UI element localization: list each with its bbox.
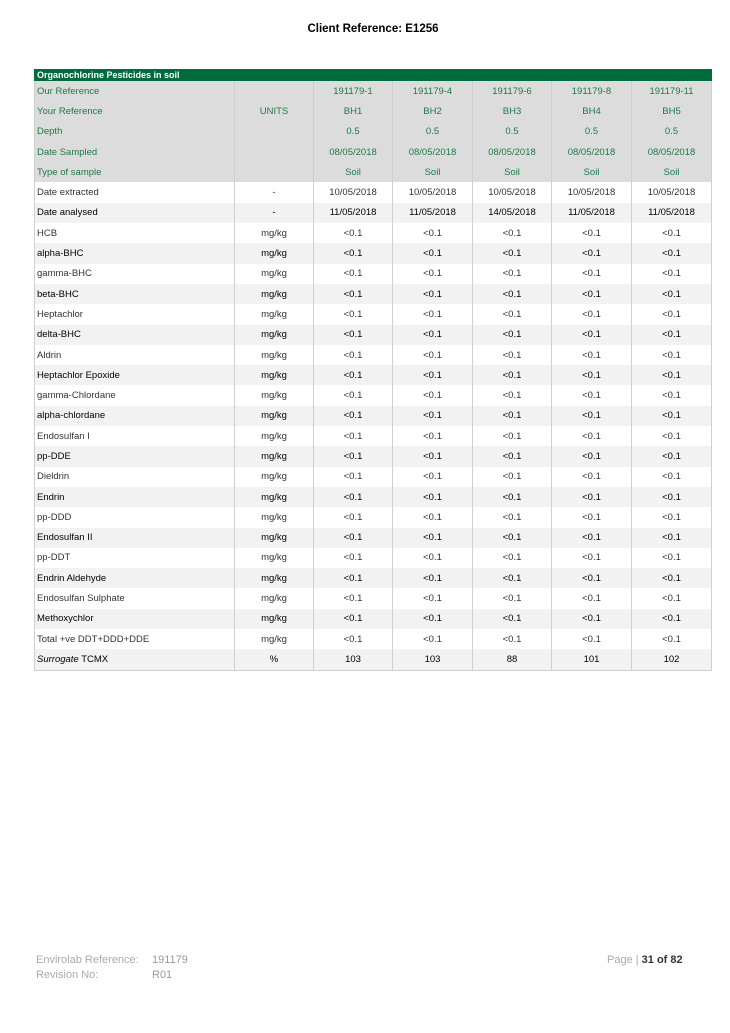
result-cell: <0.1 xyxy=(393,243,473,263)
surrogate-row xyxy=(35,649,712,670)
header-value-cell: BH1 xyxy=(314,101,393,121)
result-cell: <0.1 xyxy=(473,568,552,588)
result-cell: <0.1 xyxy=(393,629,473,649)
unit-cell: mg/kg xyxy=(235,446,314,466)
result-cell: <0.1 xyxy=(552,446,632,466)
envirolab-reference xyxy=(36,953,188,968)
header-value-cell: 191179-4 xyxy=(393,81,473,101)
unit-cell: mg/kg xyxy=(235,243,314,263)
header-value-cell: 08/05/2018 xyxy=(314,142,393,162)
result-cell: 11/05/2018 xyxy=(552,203,632,223)
result-cell: 14/05/2018 xyxy=(473,203,552,223)
header-row-unit xyxy=(235,122,314,142)
analyte-name: Endosulfan Sulphate xyxy=(35,588,235,608)
unit-cell: mg/kg xyxy=(235,487,314,507)
header-row xyxy=(35,142,712,162)
table-row xyxy=(35,345,712,365)
unit-cell: % xyxy=(235,649,314,670)
surrogate-compound-label: TCMX xyxy=(78,653,109,665)
table-row xyxy=(35,629,712,649)
table-row xyxy=(35,609,712,629)
result-cell: <0.1 xyxy=(473,406,552,426)
result-cell: <0.1 xyxy=(473,487,552,507)
result-cell: 10/05/2018 xyxy=(393,182,473,202)
result-cell: <0.1 xyxy=(314,325,393,345)
result-cell: 11/05/2018 xyxy=(314,203,393,223)
table-row xyxy=(35,507,712,527)
result-cell: <0.1 xyxy=(552,568,632,588)
unit-cell: mg/kg xyxy=(235,588,314,608)
analyte-name: Heptachlor xyxy=(35,304,235,324)
result-cell: <0.1 xyxy=(393,467,473,487)
result-cell: <0.1 xyxy=(314,284,393,304)
result-cell: <0.1 xyxy=(314,609,393,629)
header-row xyxy=(35,101,712,121)
header-row-label: Type of sample xyxy=(35,162,235,182)
result-cell: <0.1 xyxy=(632,446,712,466)
organochlorine-results-table xyxy=(34,69,712,671)
table-row xyxy=(35,365,712,385)
result-cell: <0.1 xyxy=(552,264,632,284)
unit-cell: - xyxy=(235,203,314,223)
result-cell: 101 xyxy=(552,649,632,670)
result-cell: <0.1 xyxy=(552,284,632,304)
analyte-name: pp-DDE xyxy=(35,446,235,466)
table-row xyxy=(35,182,712,202)
result-cell: <0.1 xyxy=(393,609,473,629)
result-cell: <0.1 xyxy=(314,223,393,243)
unit-cell: - xyxy=(235,182,314,202)
result-cell: <0.1 xyxy=(552,548,632,568)
header-value-cell: 0.5 xyxy=(552,122,632,142)
table-row xyxy=(35,528,712,548)
result-cell: <0.1 xyxy=(314,548,393,568)
result-cell: <0.1 xyxy=(393,487,473,507)
page-indicator xyxy=(607,954,683,966)
table-row xyxy=(35,243,712,263)
table-title-row xyxy=(35,69,712,81)
result-cell: <0.1 xyxy=(473,385,552,405)
table-row xyxy=(35,487,712,507)
result-cell: <0.1 xyxy=(632,365,712,385)
result-cell: <0.1 xyxy=(314,446,393,466)
unit-cell: mg/kg xyxy=(235,264,314,284)
title-spacer-cell xyxy=(314,69,393,81)
result-cell: <0.1 xyxy=(552,304,632,324)
result-cell: 103 xyxy=(314,649,393,670)
result-cell: <0.1 xyxy=(473,426,552,446)
result-cell: 88 xyxy=(473,649,552,670)
table-row xyxy=(35,406,712,426)
result-cell: <0.1 xyxy=(473,609,552,629)
result-cell: <0.1 xyxy=(314,243,393,263)
result-cell: <0.1 xyxy=(473,223,552,243)
header-row xyxy=(35,162,712,182)
analyte-name: pp-DDD xyxy=(35,507,235,527)
result-cell: <0.1 xyxy=(632,467,712,487)
unit-cell: mg/kg xyxy=(235,467,314,487)
header-row-label: Date Sampled xyxy=(35,142,235,162)
result-cell: <0.1 xyxy=(314,345,393,365)
table-row xyxy=(35,446,712,466)
header-value-cell: 191179-8 xyxy=(552,81,632,101)
table-row xyxy=(35,548,712,568)
table-row xyxy=(35,264,712,284)
result-cell: <0.1 xyxy=(552,426,632,446)
header-row-unit xyxy=(235,142,314,162)
result-cell: <0.1 xyxy=(314,528,393,548)
result-cell: <0.1 xyxy=(393,345,473,365)
result-cell: <0.1 xyxy=(393,568,473,588)
result-cell: <0.1 xyxy=(552,325,632,345)
result-cell: <0.1 xyxy=(393,264,473,284)
analyte-name: Heptachlor Epoxide xyxy=(35,365,235,385)
unit-cell: mg/kg xyxy=(235,507,314,527)
header-value-cell: 191179-6 xyxy=(473,81,552,101)
result-cell: <0.1 xyxy=(632,568,712,588)
result-cell: <0.1 xyxy=(632,264,712,284)
result-cell: 103 xyxy=(393,649,473,670)
analyte-name: Total +ve DDT+DDD+DDE xyxy=(35,629,235,649)
unit-cell: mg/kg xyxy=(235,223,314,243)
result-cell: <0.1 xyxy=(552,487,632,507)
table-row xyxy=(35,304,712,324)
unit-cell: mg/kg xyxy=(235,528,314,548)
result-cell: 11/05/2018 xyxy=(393,203,473,223)
result-cell: <0.1 xyxy=(552,467,632,487)
analyte-name: alpha-chlordane xyxy=(35,406,235,426)
result-cell: 102 xyxy=(632,649,712,670)
result-cell: <0.1 xyxy=(473,365,552,385)
analyte-name: Date analysed xyxy=(35,203,235,223)
analyte-name: gamma-BHC xyxy=(35,264,235,284)
result-cell: <0.1 xyxy=(393,284,473,304)
result-cell: <0.1 xyxy=(473,507,552,527)
result-cell: <0.1 xyxy=(473,467,552,487)
analyte-name: Endosulfan I xyxy=(35,426,235,446)
result-cell: <0.1 xyxy=(314,568,393,588)
analyte-name: Endosulfan II xyxy=(35,528,235,548)
analyte-name: delta-BHC xyxy=(35,325,235,345)
result-cell: 10/05/2018 xyxy=(473,182,552,202)
result-cell: <0.1 xyxy=(632,487,712,507)
result-cell: <0.1 xyxy=(314,467,393,487)
result-cell: <0.1 xyxy=(632,406,712,426)
result-cell: <0.1 xyxy=(632,284,712,304)
unit-cell: mg/kg xyxy=(235,345,314,365)
unit-cell: mg/kg xyxy=(235,609,314,629)
result-cell: <0.1 xyxy=(393,385,473,405)
table-row xyxy=(35,568,712,588)
unit-cell: mg/kg xyxy=(235,629,314,649)
result-cell: <0.1 xyxy=(632,609,712,629)
table-row xyxy=(35,203,712,223)
header-value-cell: 191179-11 xyxy=(632,81,712,101)
header-value-cell: 0.5 xyxy=(393,122,473,142)
result-cell: <0.1 xyxy=(632,325,712,345)
header-value-cell: 08/05/2018 xyxy=(552,142,632,162)
header-value-cell: BH4 xyxy=(552,101,632,121)
result-cell: <0.1 xyxy=(393,365,473,385)
result-cell: <0.1 xyxy=(552,528,632,548)
result-cell: <0.1 xyxy=(473,446,552,466)
header-value-cell: 08/05/2018 xyxy=(473,142,552,162)
header-row-unit: UNITS xyxy=(235,101,314,121)
surrogate-italic-label: Surrogate xyxy=(37,653,79,665)
header-value-cell: BH5 xyxy=(632,101,712,121)
result-cell: <0.1 xyxy=(552,385,632,405)
result-cell: <0.1 xyxy=(632,243,712,263)
unit-cell: mg/kg xyxy=(235,406,314,426)
revision-value: R01 xyxy=(152,969,173,981)
table-row xyxy=(35,223,712,243)
result-cell: <0.1 xyxy=(393,304,473,324)
result-cell: <0.1 xyxy=(314,426,393,446)
header-value-cell: BH2 xyxy=(393,101,473,121)
unit-cell: mg/kg xyxy=(235,284,314,304)
result-cell: <0.1 xyxy=(552,609,632,629)
result-cell: <0.1 xyxy=(393,426,473,446)
header-row-label: Your Reference xyxy=(35,101,235,121)
result-cell: <0.1 xyxy=(552,507,632,527)
header-row-unit xyxy=(235,81,314,101)
result-cell: <0.1 xyxy=(552,406,632,426)
analyte-name: Date extracted xyxy=(35,182,235,202)
analyte-name: Endrin xyxy=(35,487,235,507)
result-cell: <0.1 xyxy=(473,548,552,568)
result-cell: <0.1 xyxy=(552,629,632,649)
result-cell: <0.1 xyxy=(393,446,473,466)
result-cell: <0.1 xyxy=(393,325,473,345)
result-cell: <0.1 xyxy=(473,284,552,304)
header-value-cell: Soil xyxy=(393,162,473,182)
header-row xyxy=(35,122,712,142)
header-value-cell: Soil xyxy=(473,162,552,182)
header-row xyxy=(35,81,712,101)
result-cell: <0.1 xyxy=(632,528,712,548)
title-spacer-cell xyxy=(632,69,712,81)
result-cell: <0.1 xyxy=(632,507,712,527)
unit-cell: mg/kg xyxy=(235,568,314,588)
table-title: Organochlorine Pesticides in soil xyxy=(35,69,235,81)
surrogate-label xyxy=(35,649,235,670)
result-cell: <0.1 xyxy=(314,507,393,527)
result-cell: 10/05/2018 xyxy=(314,182,393,202)
header-value-cell: 08/05/2018 xyxy=(393,142,473,162)
header-value-cell: Soil xyxy=(552,162,632,182)
result-cell: <0.1 xyxy=(552,365,632,385)
unit-cell: mg/kg xyxy=(235,548,314,568)
result-cell: <0.1 xyxy=(552,223,632,243)
header-value-cell: 191179-1 xyxy=(314,81,393,101)
page-prefix: Page | xyxy=(607,954,642,966)
header-value-cell: Soil xyxy=(632,162,712,182)
result-cell: <0.1 xyxy=(473,629,552,649)
analyte-name: Methoxychlor xyxy=(35,609,235,629)
analyte-name: Aldrin xyxy=(35,345,235,365)
unit-cell: mg/kg xyxy=(235,426,314,446)
analyte-name: pp-DDT xyxy=(35,548,235,568)
page-number: 31 of 82 xyxy=(641,954,683,966)
analyte-name: Endrin Aldehyde xyxy=(35,568,235,588)
result-cell: <0.1 xyxy=(632,548,712,568)
header-row-unit xyxy=(235,162,314,182)
result-cell: <0.1 xyxy=(552,243,632,263)
envirolab-reference-label: Envirolab Reference: xyxy=(36,954,139,966)
analyte-name: alpha-BHC xyxy=(35,243,235,263)
unit-cell: mg/kg xyxy=(235,304,314,324)
result-cell: <0.1 xyxy=(393,548,473,568)
result-cell: <0.1 xyxy=(314,365,393,385)
result-cell: <0.1 xyxy=(632,223,712,243)
result-cell: <0.1 xyxy=(314,588,393,608)
result-cell: <0.1 xyxy=(473,528,552,548)
unit-cell: mg/kg xyxy=(235,385,314,405)
title-spacer-cell xyxy=(473,69,552,81)
unit-cell: mg/kg xyxy=(235,365,314,385)
table-row xyxy=(35,467,712,487)
analyte-name: Dieldrin xyxy=(35,467,235,487)
result-cell: <0.1 xyxy=(632,588,712,608)
result-cell: <0.1 xyxy=(552,345,632,365)
result-cell: <0.1 xyxy=(632,385,712,405)
result-cell: <0.1 xyxy=(314,385,393,405)
result-cell: <0.1 xyxy=(473,345,552,365)
result-cell: <0.1 xyxy=(393,528,473,548)
footer-reference xyxy=(36,953,188,983)
table-row xyxy=(35,588,712,608)
result-cell: 11/05/2018 xyxy=(632,203,712,223)
analyte-name: beta-BHC xyxy=(35,284,235,304)
result-cell: <0.1 xyxy=(552,588,632,608)
header-value-cell: BH3 xyxy=(473,101,552,121)
result-cell: <0.1 xyxy=(473,325,552,345)
table-row xyxy=(35,325,712,345)
analyte-name: gamma-Chlordane xyxy=(35,385,235,405)
result-cell: <0.1 xyxy=(632,426,712,446)
title-spacer-cell xyxy=(552,69,632,81)
table-row xyxy=(35,426,712,446)
result-cell: <0.1 xyxy=(473,588,552,608)
header-value-cell: 0.5 xyxy=(314,122,393,142)
result-cell: <0.1 xyxy=(473,243,552,263)
table-row xyxy=(35,284,712,304)
revision-label: Revision No: xyxy=(36,969,99,981)
result-cell: <0.1 xyxy=(314,264,393,284)
unit-cell: mg/kg xyxy=(235,325,314,345)
header-row-label: Our Reference xyxy=(35,81,235,101)
header-row-label: Depth xyxy=(35,122,235,142)
table-row xyxy=(35,385,712,405)
title-spacer-cell xyxy=(235,69,314,81)
result-cell: <0.1 xyxy=(632,304,712,324)
client-reference: Client Reference: E1256 xyxy=(307,23,439,35)
header-value-cell: 0.5 xyxy=(473,122,552,142)
title-spacer-cell xyxy=(393,69,473,81)
result-cell: <0.1 xyxy=(393,223,473,243)
header-value-cell: 0.5 xyxy=(632,122,712,142)
header-value-cell: Soil xyxy=(314,162,393,182)
result-cell: 10/05/2018 xyxy=(552,182,632,202)
revision-number xyxy=(36,968,188,983)
result-cell: <0.1 xyxy=(393,507,473,527)
result-cell: <0.1 xyxy=(632,629,712,649)
result-cell: <0.1 xyxy=(393,588,473,608)
result-cell: <0.1 xyxy=(473,264,552,284)
result-cell: <0.1 xyxy=(314,629,393,649)
result-cell: <0.1 xyxy=(393,406,473,426)
result-cell: <0.1 xyxy=(314,406,393,426)
result-cell: 10/05/2018 xyxy=(632,182,712,202)
header-value-cell: 08/05/2018 xyxy=(632,142,712,162)
result-cell: <0.1 xyxy=(473,304,552,324)
result-cell: <0.1 xyxy=(314,487,393,507)
envirolab-reference-value: 191179 xyxy=(152,954,188,966)
result-cell: <0.1 xyxy=(632,345,712,365)
analyte-name: HCB xyxy=(35,223,235,243)
result-cell: <0.1 xyxy=(314,304,393,324)
